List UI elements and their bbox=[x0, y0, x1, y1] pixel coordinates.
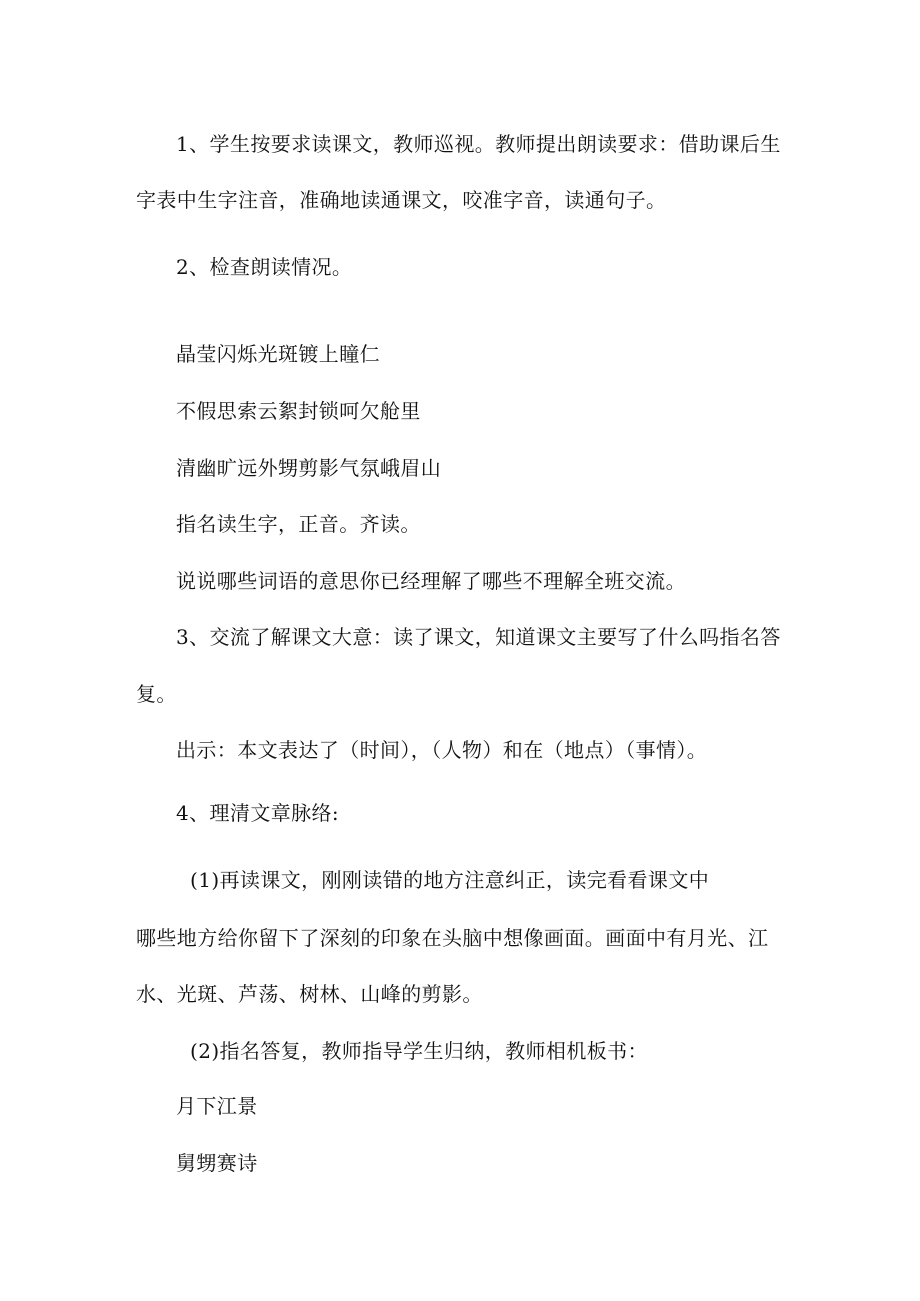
word-list-1: 晶莹闪烁光斑镀上瞳仁 bbox=[176, 342, 380, 366]
paragraph-3-line-1: 3、交流了解课文大意：读了课文，知道课文主要写了什么吗指名答 bbox=[176, 625, 781, 649]
sub-item-1-line-1: (1)再读课文，刚刚读错的地方注意纠正，读完看看课文中 bbox=[190, 868, 710, 892]
paragraph-1-line-1: 1、学生按要求读课文，教师巡视。教师提出朗读要求：借助课后生 bbox=[176, 132, 781, 156]
paragraph-3-line-2: 复。 bbox=[136, 682, 177, 706]
show-statement: 出示：本文表达了（时间），（人物）和在（地点）（事情）。 bbox=[176, 738, 708, 762]
board-item-1: 月下江景 bbox=[176, 1094, 258, 1118]
sub-item-1-line-3: 水、光斑、芦荡、树林、山峰的剪影。 bbox=[136, 982, 483, 1006]
paragraph-4: 4、理清文章脉络: bbox=[176, 801, 340, 825]
sub-item-2: (2)指名答复，教师指导学生归纳，教师相机板书： bbox=[190, 1039, 648, 1063]
paragraph-2: 2、检查朗读情况。 bbox=[176, 255, 353, 279]
paragraph-1-line-2: 字表中生字注音，准确地读通课文，咬准字音，读通句子。 bbox=[136, 188, 667, 212]
board-item-2: 舅甥赛诗 bbox=[176, 1151, 258, 1175]
read-instruction: 指名读生字，正音。齐读。 bbox=[176, 512, 421, 536]
sub-item-1-line-2: 哪些地方给你留下了深刻的印象在头脑中想像画面。画面中有月光、江 bbox=[136, 926, 769, 950]
discuss-instruction: 说说哪些词语的意思你已经理解了哪些不理解全班交流。 bbox=[176, 569, 686, 593]
word-list-3: 清幽旷远外甥剪影气氛峨眉山 bbox=[176, 456, 442, 480]
word-list-2: 不假思索云絮封锁呵欠舱里 bbox=[176, 399, 421, 423]
